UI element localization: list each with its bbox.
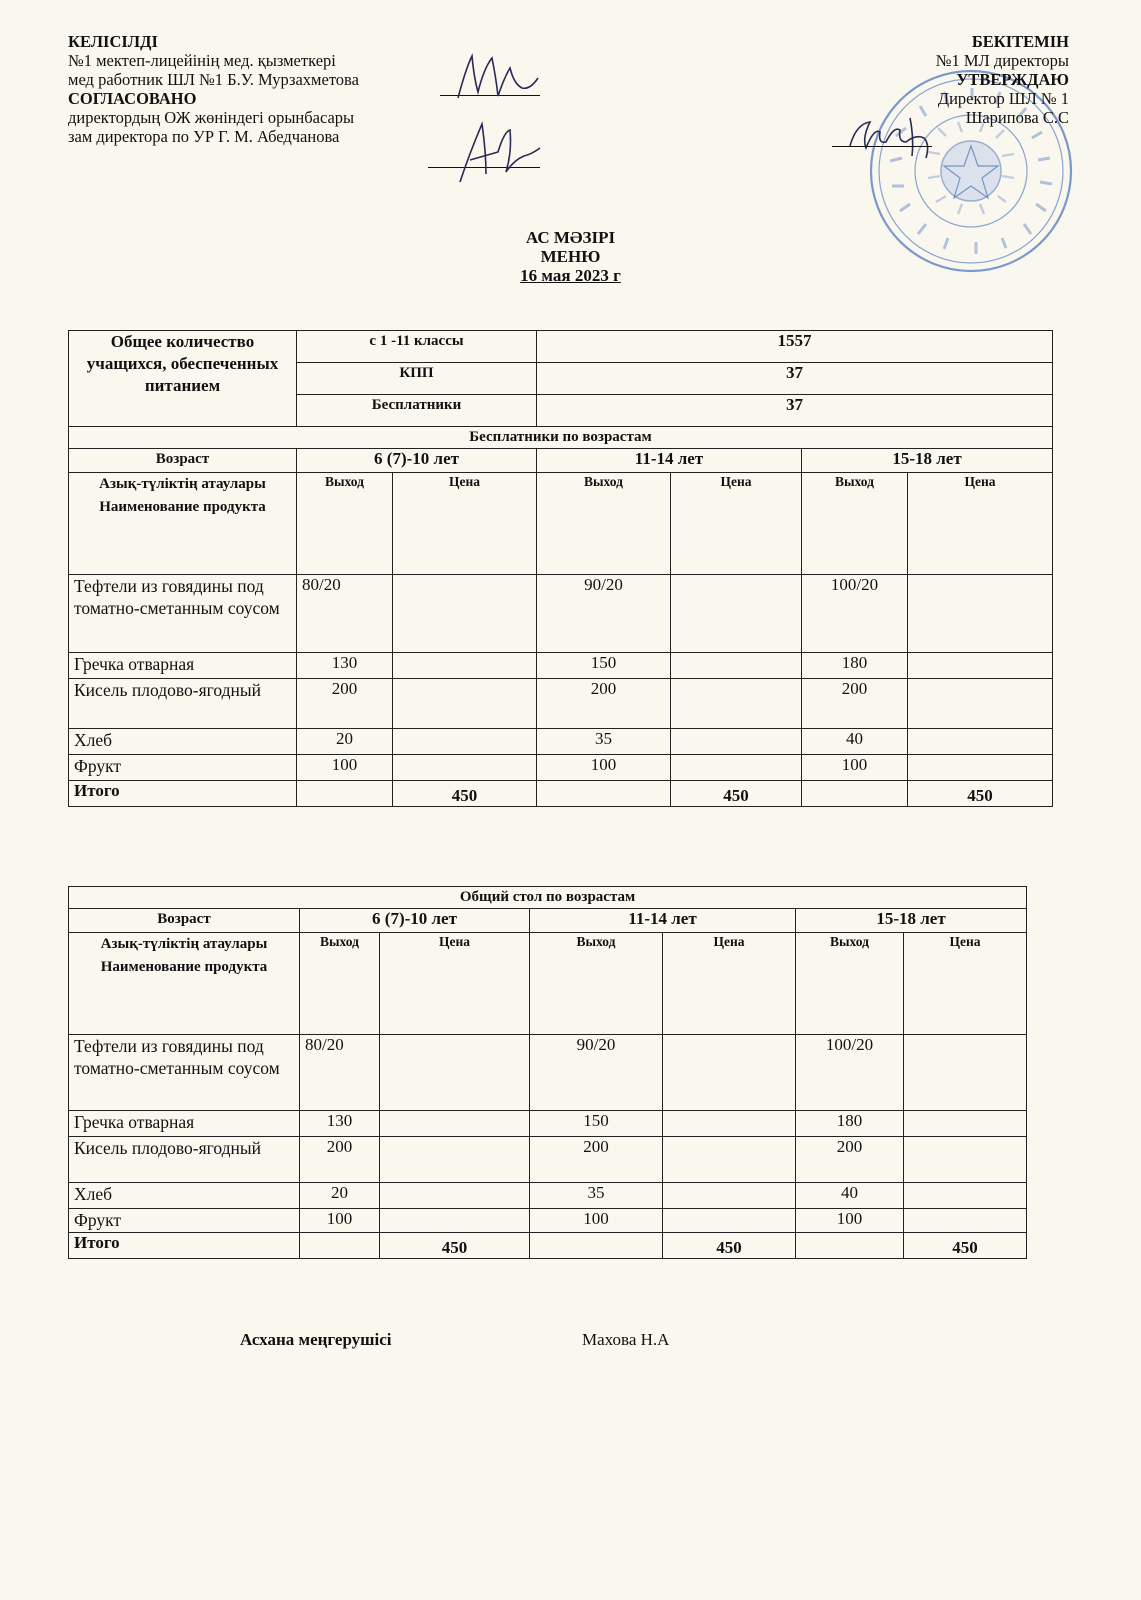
price-value bbox=[663, 1183, 796, 1209]
table-row bbox=[69, 1209, 1027, 1233]
total-price: 450 bbox=[663, 1233, 796, 1259]
price-header: Цена bbox=[904, 933, 1027, 1035]
total-price: 450 bbox=[671, 781, 802, 807]
table-row bbox=[69, 679, 1053, 729]
title-kz: АС МӘЗІРІ bbox=[525, 228, 616, 247]
output-value bbox=[297, 781, 393, 807]
price-value bbox=[904, 1111, 1027, 1137]
output-value: 90/20 bbox=[530, 1035, 663, 1111]
price-value bbox=[671, 679, 802, 729]
age-group-header: 6 (7)-10 лет bbox=[300, 909, 530, 933]
price-value bbox=[380, 1209, 530, 1233]
total-price: 450 bbox=[380, 1233, 530, 1259]
output-header: Выход bbox=[802, 473, 908, 575]
product-name: Кисель плодово-ягодный bbox=[69, 1137, 300, 1183]
output-value: 200 bbox=[530, 1137, 663, 1183]
total-price: 450 bbox=[393, 781, 537, 807]
output-value bbox=[530, 1233, 663, 1259]
output-header: Выход bbox=[300, 933, 380, 1035]
price-value bbox=[393, 755, 537, 781]
output-value: 200 bbox=[297, 679, 393, 729]
age-group-header: 15-18 лет bbox=[796, 909, 1027, 933]
total-label: Итого bbox=[69, 1233, 300, 1259]
output-value: 130 bbox=[300, 1111, 380, 1137]
output-value: 150 bbox=[530, 1111, 663, 1137]
total-row bbox=[69, 781, 1053, 807]
footer-role: Асхана меңгерушісі bbox=[240, 1330, 392, 1349]
price-value bbox=[908, 729, 1053, 755]
product-name: Тефтели из говядины под томатно-сметанным соусом bbox=[69, 575, 297, 653]
total-price: 450 bbox=[904, 1233, 1027, 1259]
price-value bbox=[908, 679, 1053, 729]
output-value: 100 bbox=[796, 1209, 904, 1233]
output-value: 100 bbox=[297, 755, 393, 781]
price-value bbox=[380, 1035, 530, 1111]
price-value bbox=[904, 1183, 1027, 1209]
output-value: 180 bbox=[796, 1111, 904, 1137]
approve-ru-label: УТВЕРЖДАЮ bbox=[956, 70, 1069, 89]
age-group-header: 6 (7)-10 лет bbox=[297, 449, 537, 473]
output-value: 20 bbox=[297, 729, 393, 755]
output-value: 130 bbox=[297, 653, 393, 679]
price-value bbox=[663, 1035, 796, 1111]
output-value: 100 bbox=[300, 1209, 380, 1233]
output-value bbox=[796, 1233, 904, 1259]
price-value bbox=[393, 575, 537, 653]
output-value: 40 bbox=[802, 729, 908, 755]
output-value: 100 bbox=[537, 755, 671, 781]
price-header: Цена bbox=[908, 473, 1053, 575]
output-value: 80/20 bbox=[297, 575, 393, 653]
footer-name: Махова Н.А bbox=[582, 1330, 670, 1349]
product-header: Азық-түліктің атаулары Наименование продукта bbox=[69, 933, 300, 1035]
table-row bbox=[69, 1035, 1027, 1111]
output-value bbox=[300, 1233, 380, 1259]
table-title: Бесплатники по возрастам bbox=[69, 427, 1053, 449]
output-value: 80/20 bbox=[300, 1035, 380, 1111]
price-value bbox=[393, 653, 537, 679]
output-value: 200 bbox=[802, 679, 908, 729]
output-value: 150 bbox=[537, 653, 671, 679]
output-value: 200 bbox=[300, 1137, 380, 1183]
output-value: 90/20 bbox=[537, 575, 671, 653]
table-row bbox=[69, 653, 1053, 679]
age-group-header: 11-14 лет bbox=[530, 909, 796, 933]
signature-med-worker bbox=[448, 48, 548, 110]
output-value: 100/20 bbox=[802, 575, 908, 653]
age-label: Возраст bbox=[69, 449, 297, 473]
document-title bbox=[0, 228, 1141, 285]
price-value bbox=[671, 755, 802, 781]
product-name: Фрукт bbox=[69, 755, 297, 781]
age-group-header: 15-18 лет bbox=[802, 449, 1053, 473]
summary-value: 37 bbox=[537, 395, 1053, 427]
table-row bbox=[69, 755, 1053, 781]
output-value bbox=[802, 781, 908, 807]
general-meals-table bbox=[68, 886, 1027, 1259]
output-value: 35 bbox=[530, 1183, 663, 1209]
price-header: Цена bbox=[380, 933, 530, 1035]
price-value bbox=[663, 1137, 796, 1183]
output-value: 100 bbox=[802, 755, 908, 781]
price-value bbox=[671, 729, 802, 755]
product-name: Тефтели из говядины под томатно-сметанным соусом bbox=[69, 1035, 300, 1111]
table-row bbox=[69, 729, 1053, 755]
table-row bbox=[69, 1137, 1027, 1183]
summary-category: КПП bbox=[297, 363, 537, 395]
price-value bbox=[663, 1111, 796, 1137]
agreed-ru-label: СОГЛАСОВАНО bbox=[68, 89, 197, 108]
price-value bbox=[904, 1209, 1027, 1233]
table-title: Общий стол по возрастам bbox=[69, 887, 1027, 909]
title-ru: МЕНЮ bbox=[540, 247, 601, 266]
age-group-header: 11-14 лет bbox=[537, 449, 802, 473]
table-row bbox=[69, 1183, 1027, 1209]
output-value: 40 bbox=[796, 1183, 904, 1209]
med-worker-kz: №1 мектеп-лицейінің мед. қызметкері bbox=[68, 51, 336, 70]
age-label: Возраст bbox=[69, 909, 300, 933]
director-kz: №1 МЛ директоры bbox=[935, 51, 1069, 70]
price-header: Цена bbox=[671, 473, 802, 575]
output-value bbox=[537, 781, 671, 807]
free-meals-table bbox=[68, 330, 1053, 807]
output-header: Выход bbox=[530, 933, 663, 1035]
output-value: 180 bbox=[802, 653, 908, 679]
signature-line-3 bbox=[832, 146, 932, 147]
output-value: 100/20 bbox=[796, 1035, 904, 1111]
output-value: 35 bbox=[537, 729, 671, 755]
total-price: 450 bbox=[908, 781, 1053, 807]
summary-value: 1557 bbox=[537, 331, 1053, 363]
product-name: Кисель плодово-ягодный bbox=[69, 679, 297, 729]
price-value bbox=[671, 653, 802, 679]
product-name: Гречка отварная bbox=[69, 653, 297, 679]
price-value bbox=[393, 679, 537, 729]
summary-label: Общее количество учащихся, обеспеченных питанием bbox=[69, 331, 297, 427]
output-value: 200 bbox=[796, 1137, 904, 1183]
output-value: 20 bbox=[300, 1183, 380, 1209]
product-name: Хлеб bbox=[69, 729, 297, 755]
price-value bbox=[663, 1209, 796, 1233]
menu-date: 16 мая 2023 г bbox=[520, 266, 621, 285]
price-header: Цена bbox=[393, 473, 537, 575]
director-name: Шарипова С.С bbox=[965, 108, 1069, 127]
table-row bbox=[69, 575, 1053, 653]
price-value bbox=[380, 1137, 530, 1183]
output-value: 200 bbox=[537, 679, 671, 729]
total-row bbox=[69, 1233, 1027, 1259]
deputy-kz: директордың ОЖ жөніндегі орынбасары bbox=[68, 108, 355, 127]
table-row bbox=[69, 1111, 1027, 1137]
price-value bbox=[380, 1183, 530, 1209]
med-worker-ru: мед работник ШЛ №1 Б.У. Мурзахметова bbox=[68, 70, 359, 89]
summary-category: Бесплатники bbox=[297, 395, 537, 427]
agreed-kz-label: КЕЛІСІЛДІ bbox=[68, 32, 158, 51]
price-value bbox=[904, 1035, 1027, 1111]
product-header: Азық-түліктің атаулары Наименование продукта bbox=[69, 473, 297, 575]
price-value bbox=[393, 729, 537, 755]
output-value: 100 bbox=[530, 1209, 663, 1233]
director-ru: Директор ШЛ № 1 bbox=[937, 89, 1069, 108]
product-name: Гречка отварная bbox=[69, 1111, 300, 1137]
header-right bbox=[809, 32, 1069, 127]
summary-value: 37 bbox=[537, 363, 1053, 395]
signature-deputy bbox=[440, 112, 550, 192]
price-value bbox=[908, 755, 1053, 781]
total-label: Итого bbox=[69, 781, 297, 807]
price-value bbox=[671, 575, 802, 653]
product-name: Хлеб bbox=[69, 1183, 300, 1209]
price-value bbox=[904, 1137, 1027, 1183]
product-name: Фрукт bbox=[69, 1209, 300, 1233]
price-value bbox=[908, 653, 1053, 679]
price-value bbox=[380, 1111, 530, 1137]
price-value bbox=[908, 575, 1053, 653]
approve-kz-label: БЕКІТЕМІН bbox=[971, 32, 1069, 51]
output-header: Выход bbox=[537, 473, 671, 575]
deputy-ru: зам директора по УР Г. М. Абедчанова bbox=[68, 127, 340, 146]
output-header: Выход bbox=[796, 933, 904, 1035]
output-header: Выход bbox=[297, 473, 393, 575]
summary-category: с 1 -11 классы bbox=[297, 331, 537, 363]
price-header: Цена bbox=[663, 933, 796, 1035]
